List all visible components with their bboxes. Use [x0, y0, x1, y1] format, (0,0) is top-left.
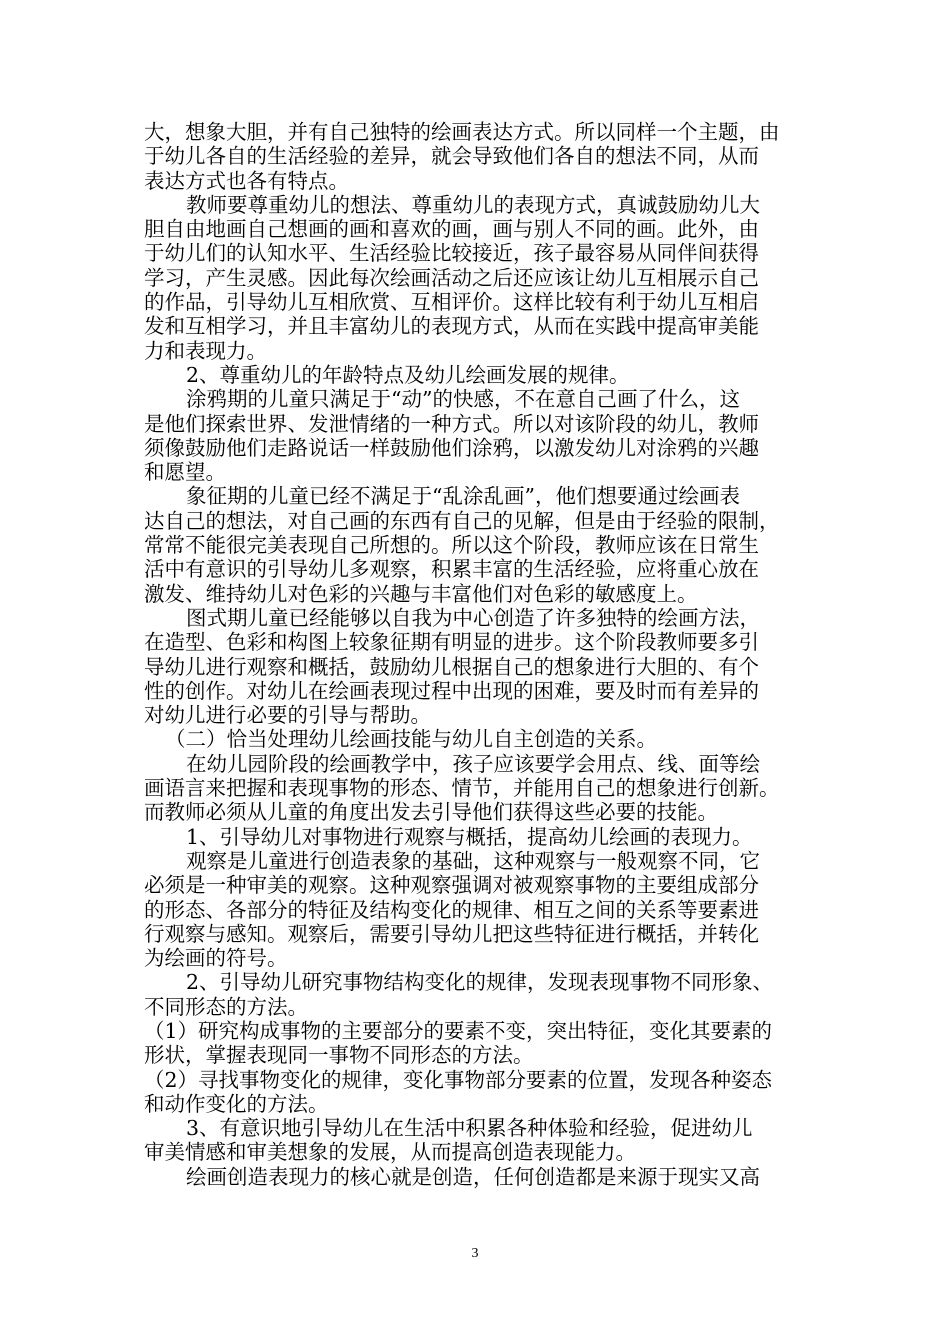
text-line: 而教师必须从儿童的角度出发去引导他们获得这些必要的技能。: [144, 800, 718, 825]
text-line: 和动作变化的方法。: [144, 1091, 329, 1116]
paragraph-start: 象征期的儿童已经不满足于“乱涂乱画”，他们想要通过绘画表: [186, 484, 740, 509]
text-line: 为绘画的符号。: [144, 946, 288, 971]
paragraph-start: 教师要尊重幼儿的想法、尊重幼儿的表现方式，真诚鼓励幼儿大: [186, 192, 760, 217]
list-item: （2）寻找事物变化的规律，变化事物部分要素的位置，发现各种姿态: [144, 1067, 773, 1092]
text-line: 发和互相学习，并且丰富幼儿的表现方式，从而在实践中提高审美能: [144, 314, 759, 339]
paragraph-start: 绘画创造表现力的核心就是创造，任何创造都是来源于现实又高: [186, 1164, 760, 1189]
paragraph-start: 涂鸦期的儿童只满足于“动”的快感，不在意自己画了什么，这: [186, 387, 740, 412]
text-line: 的形态、各部分的特征及结构变化的规律、相互之间的关系等要素进: [144, 897, 759, 922]
text-line: 导幼儿进行观察和概括，鼓励幼儿根据自己的想象进行大胆的、有个: [144, 654, 759, 679]
paragraph-start: 图式期儿童已经能够以自我为中心创造了许多独特的绘画方法，: [186, 605, 760, 630]
body-text: [144, 120, 808, 1189]
page-number: 3: [471, 1246, 479, 1261]
list-item: （1）研究构成事物的主要部分的要素不变，突出特征，变化其要素的: [144, 1018, 773, 1043]
text-line: 对幼儿进行必要的引导与帮助。: [144, 703, 431, 728]
text-line: 是他们探索世界、发泄情绪的一种方式。所以对该阶段的幼儿，教师: [144, 411, 759, 436]
paragraph-start: 在幼儿园阶段的绘画教学中，孩子应该要学会用点、线、面等绘: [186, 751, 760, 776]
text-line: 于幼儿们的认知水平、生活经验比较接近，孩子最容易从同伴间获得: [144, 241, 759, 266]
section-heading: 2、引导幼儿研究事物结构变化的规律，发现表现事物不同形象、: [186, 970, 774, 995]
text-line: 激发、维持幼儿对色彩的兴趣与丰富他们对色彩的敏感度上。: [144, 581, 698, 606]
text-line: 活中有意识的引导幼儿多观察，积累丰富的生活经验，应将重心放在: [144, 557, 759, 582]
text-line: 必须是一种审美的观察。这种观察强调对被观察事物的主要组成部分: [144, 873, 759, 898]
text-line: 审美情感和审美想象的发展，从而提高创造表现能力。: [144, 1140, 636, 1165]
section-heading: 3、有意识地引导幼儿在生活中积累各种体验和经验，促进幼儿: [186, 1116, 753, 1141]
text-line: 在造型、色彩和构图上较象征期有明显的进步。这个阶段教师要多引: [144, 630, 759, 655]
text-line: 行观察与感知。观察后，需要引导幼儿把这些特征进行概括，并转化: [144, 921, 759, 946]
text-line: 表达方式也各有特点。: [144, 168, 349, 193]
text-line: 须像鼓励他们走路说话一样鼓励他们涂鸦，以激发幼儿对涂鸦的兴趣: [144, 435, 759, 460]
text-line: 于幼儿各自的生活经验的差异，就会导致他们各自的想法不同，从而: [144, 144, 759, 169]
text-line: 和愿望。: [144, 460, 226, 485]
paragraph-start: 观察是儿童进行创造表象的基础，这种观察与一般观察不同，它: [186, 848, 760, 873]
text-line: 胆自由地画自己想画的画和喜欢的画，画与别人不同的画。此外，由: [144, 217, 759, 242]
text-line: 达自己的想法，对自己画的东西有自己的见解，但是由于经验的限制，: [144, 508, 780, 533]
text-line: 的作品，引导幼儿互相欣赏、互相评价。这样比较有利于幼儿互相启: [144, 290, 759, 315]
text-line: 大，想象大胆，并有自己独特的绘画表达方式。所以同样一个主题，由: [144, 120, 780, 144]
text-line: 形状，掌握表现同一事物不同形态的方法。: [144, 1043, 534, 1068]
section-heading: 1、引导幼儿对事物进行观察与概括，提高幼儿绘画的表现力。: [186, 824, 753, 849]
text-line: 学习，产生灵感。因此每次绘画活动之后还应该让幼儿互相展示自己: [144, 265, 759, 290]
text-line: 力和表现力。: [144, 338, 267, 363]
text-line: 画语言来把握和表现事物的形态、情节，并能用自己的想象进行创新。: [144, 776, 780, 801]
text-line: 常常不能很完美表现自己所想的。所以这个阶段，教师应该在日常生: [144, 533, 759, 558]
text-line: 不同形态的方法。: [144, 994, 308, 1019]
text-line: 性的创作。对幼儿在绘画表现过程中出现的困难，要及时而有差异的: [144, 678, 759, 703]
section-heading: 2、尊重幼儿的年龄特点及幼儿绘画发展的规律。: [186, 362, 630, 387]
section-heading: （二）恰当处理幼儿绘画技能与幼儿自主创造的关系。: [165, 727, 657, 752]
